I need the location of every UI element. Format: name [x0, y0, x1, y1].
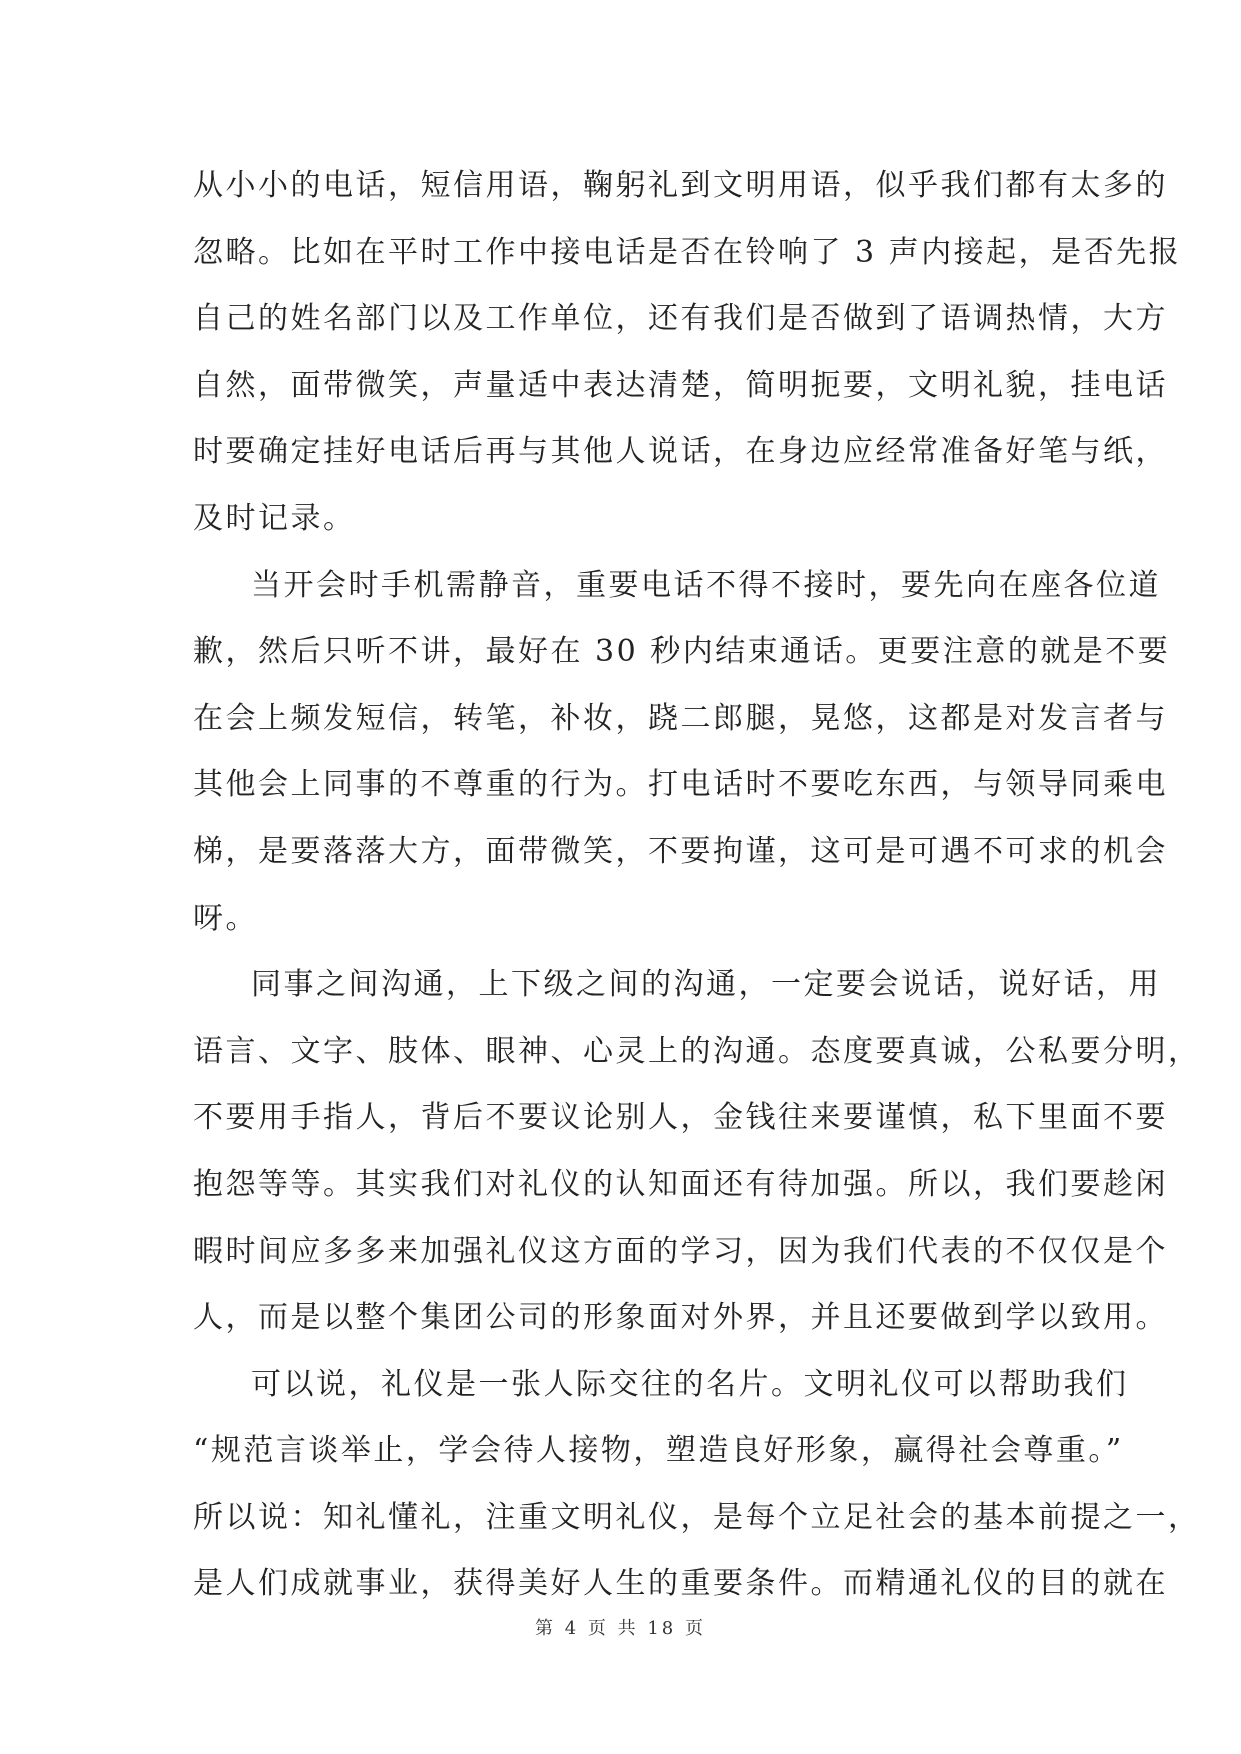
text-line: “规范言谈举止，学会待人接物，塑造良好形象，赢得社会尊重。”: [193, 1433, 1124, 1469]
text-line: 是人们成就事业，获得美好人生的重要条件。而精通礼仪的目的就在: [193, 1566, 1168, 1602]
paragraph-colleague-communication: [193, 952, 1201, 1352]
page-number-footer: 第 4 页 共 18 页: [535, 1618, 706, 1639]
text-line: 其他会上同事的不尊重的行为。打电话时不要吃东西，与领导同乘电: [193, 767, 1168, 803]
paragraph-phone-etiquette: [193, 153, 1182, 553]
text-line: 抱怨等等。其实我们对礼仪的认知面还有待加强。所以，我们要趁闲: [193, 1166, 1168, 1202]
text-line: 不要用手指人，背后不要议论别人，金钱往来要谨慎，私下里面不要: [193, 1100, 1168, 1136]
text-line: 从小小的电话，短信用语，鞠躬礼到文明用语，似乎我们都有太多的: [193, 168, 1168, 203]
text-line: 自然，面带微笑，声量适中表达清楚，简明扼要，文明礼貌，挂电话: [193, 367, 1168, 403]
paragraph-meeting-etiquette: [193, 553, 1171, 953]
text-line: 所以说：知礼懂礼，注重文明礼仪，是每个立足社会的基本前提之一，: [193, 1499, 1201, 1535]
text-line: 歉，然后只听不讲，最好在 30 秒内结束通话。更要注意的就是不要: [193, 634, 1171, 670]
text-line: 呀。: [193, 900, 258, 936]
text-line: 当开会时手机需静音，重要电话不得不接时，要先向在座各位道: [251, 567, 1161, 603]
text-line: 语言、文字、肢体、眼神、心灵上的沟通。态度要真诚，公私要分明，: [193, 1033, 1201, 1069]
text-line: 暇时间应多多来加强礼仪这方面的学习，因为我们代表的不仅仅是个: [193, 1233, 1168, 1269]
text-line: 同事之间沟通，上下级之间的沟通，一定要会说话，说好话，用: [251, 967, 1161, 1003]
text-line: 梯，是要落落大方，面带微笑，不要拘谨，这可是可遇不可求的机会: [193, 833, 1168, 869]
text-line: 忽略。比如在平时工作中接电话是否在铃响了 3 声内接起，是否先报: [193, 234, 1182, 270]
text-line: 在会上频发短信，转笔，补妆，跷二郎腿，晃悠，这都是对发言者与: [193, 700, 1168, 736]
text-line: 可以说，礼仪是一张人际交往的名片。文明礼仪可以帮助我们: [251, 1366, 1129, 1402]
text-line: 自己的姓名部门以及工作单位，还有我们是否做到了语调热情，大方: [193, 301, 1168, 337]
text-line: 及时记录。: [193, 500, 356, 536]
text-line: 时要确定挂好电话后再与其他人说话，在身边应经常准备好笔与纸，: [193, 434, 1168, 470]
body-text: [193, 153, 1201, 1618]
paragraph-etiquette-summary: [193, 1352, 1201, 1618]
text-line: 人，而是以整个集团公司的形象面对外界，并且还要做到学以致用。: [193, 1300, 1168, 1336]
